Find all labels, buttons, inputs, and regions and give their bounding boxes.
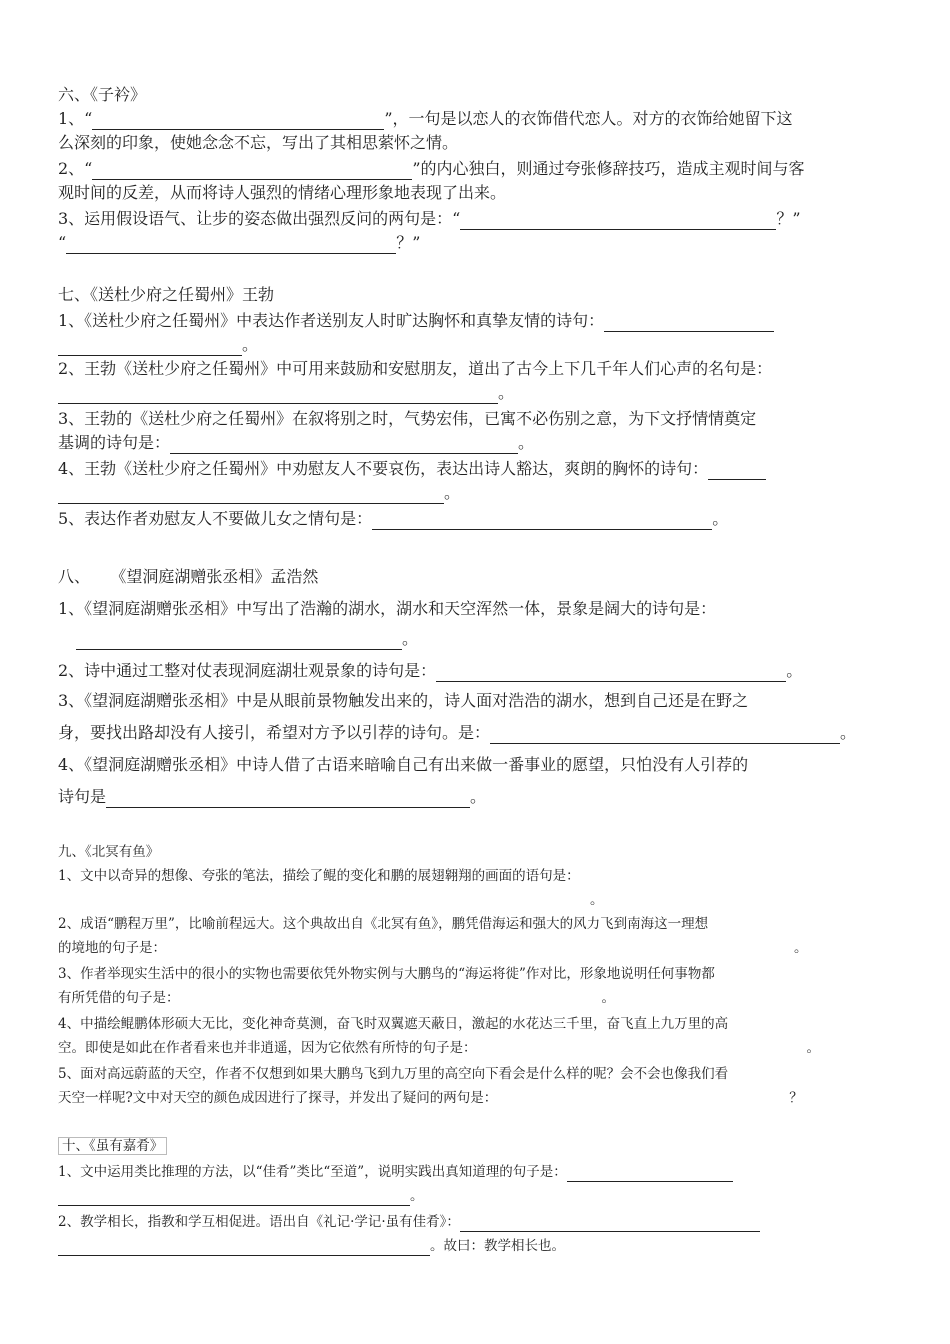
s9-q4-line2	[58, 1038, 820, 1058]
s10-q1-answer-blank-1[interactable]	[567, 1165, 733, 1182]
s7-q1-line2	[58, 334, 258, 356]
s8-q3-answer-blank[interactable]	[490, 725, 840, 744]
s6-q3-prefix-2: “	[58, 233, 67, 252]
s8-q4-line1: 4、《望洞庭湖赠张丞相》中诗人借了古语来暗喻自己有出来做一番事业的愿望，只怕没有人引荐的	[58, 755, 749, 774]
s7-q2-period: 。	[498, 383, 515, 402]
s7-q1-text: 1、《送杜少府之任蜀州》中表达作者送别友人时旷达胸怀和真挚友情的诗句：	[58, 311, 605, 330]
s7-q4-period: 。	[444, 483, 461, 502]
s7-q2-line2	[58, 382, 514, 404]
section-10-title-text: 十、《虽有嘉肴》	[58, 1137, 167, 1155]
s8-q3-period: 。	[840, 723, 857, 742]
s9-q4-line1: 4、中描绘鲲鹏体形硕大无比，变化神奇莫测，奋飞时双翼遮天蔽日，激起的水花达三千里，奋飞直上九万里的高	[58, 1016, 729, 1032]
s7-q5-line	[58, 508, 728, 530]
s9-q3-line1: 3、作者举现实生活中的很小的实物也需要依凭外物实例与大鹏鸟的“海运将徙”作对比，形象地说明任何事物都	[58, 966, 715, 982]
s9-q2-period: 。	[794, 940, 808, 956]
section-10-title	[58, 1136, 167, 1156]
s8-q4-text: 诗句是	[58, 787, 107, 806]
s7-q5-answer-blank[interactable]	[372, 511, 712, 530]
s7-q4-line2	[58, 482, 460, 504]
s7-q4-line1	[58, 458, 766, 480]
s8-q4-line2	[58, 786, 486, 808]
s8-q1-line1: 1、《望洞庭湖赠张丞相》中写出了浩瀚的湖水，湖水和天空浑然一体，景象是阔大的诗句是：	[58, 599, 717, 618]
s8-q1-line2	[76, 628, 418, 650]
s9-q2-line1: 2、成语“鹏程万里”，比喻前程远大。这个典故出自《北冥有鱼》，鹏凭借海运和强大的风力飞到南海这一理想	[58, 916, 709, 932]
s9-q2-text: 的境地的句子是：	[58, 940, 166, 956]
s9-q4-text: 空。即使是如此在作者看来也并非逍遥，因为它依然有所恃的句子是：	[58, 1040, 477, 1056]
s7-q1-period: 。	[242, 335, 259, 354]
s8-q2-answer-blank[interactable]	[436, 663, 786, 682]
s8-q3-line2	[58, 722, 856, 744]
s7-q3-answer-blank[interactable]	[170, 435, 518, 454]
s6-q1-prefix: 1、“	[58, 109, 93, 128]
section-7-title: 七、《送杜少府之任蜀州》王勃	[58, 285, 275, 304]
s6-q2-answer-blank[interactable]	[92, 161, 412, 180]
s9-q2-line2	[58, 938, 808, 958]
s8-q1-answer-blank[interactable]	[76, 631, 402, 650]
s10-q1-line2	[58, 1186, 424, 1206]
s9-q5-line1: 5、面对高远蔚蓝的天空，作者不仅想到如果大鹏鸟飞到九万里的高空向下看会是什么样的呢？会不会也像我们看	[58, 1066, 729, 1082]
s6-q2-line1	[58, 158, 805, 180]
s10-q1-line1	[58, 1162, 733, 1182]
s7-q1-answer-blank-2[interactable]	[58, 337, 242, 356]
s10-q1-text: 1、文中运用类比推理的方法，以“佳肴”类比“至道”，说明实践出真知道理的句子是：	[58, 1164, 567, 1180]
s7-q2-answer-blank[interactable]	[58, 385, 498, 404]
s9-q3-period: 。	[601, 990, 615, 1006]
s9-q5-question-mark: ？	[789, 1090, 803, 1106]
s6-q3-answer-blank-1[interactable]	[460, 211, 776, 230]
s9-q5-text: 天空一样呢?文中对天空的颜色成因进行了探寻，并发出了疑问的两句是：	[58, 1090, 498, 1106]
s7-q1-answer-blank-1[interactable]	[604, 313, 774, 332]
s8-q2-period: 。	[786, 661, 803, 680]
s6-q1-line1	[58, 108, 793, 130]
s10-q1-answer-blank-2[interactable]	[58, 1189, 410, 1206]
s7-q5-text: 5、表达作者劝慰友人不要做儿女之情句是：	[58, 509, 373, 528]
s7-q4-answer-blank-2[interactable]	[58, 485, 444, 504]
section-6-title: 六、《子衿》	[58, 85, 147, 104]
s7-q3-text: 基调的诗句是：	[58, 433, 171, 452]
s6-q3-line1	[58, 208, 801, 230]
s6-q2-prefix: 2、“	[58, 159, 93, 178]
section-9-title: 九、《北冥有鱼》	[58, 844, 160, 860]
s6-q3-suffix-1: ？”	[776, 209, 801, 228]
s8-q2-line	[58, 660, 802, 682]
s7-q5-period: 。	[712, 509, 729, 528]
s7-q4-answer-blank-1[interactable]	[708, 461, 766, 480]
s7-q1-line1	[58, 310, 774, 332]
s6-q3-answer-blank-2[interactable]	[66, 235, 396, 254]
s7-q4-text: 4、王勃《送杜少府之任蜀州》中劝慰友人不要哀伤，表达出诗人豁达，爽朗的胸怀的诗句：	[58, 459, 709, 478]
s9-q5-line2	[58, 1088, 803, 1108]
s7-q3-period: 。	[518, 433, 535, 452]
s10-q1-period: 。	[410, 1188, 424, 1204]
s6-q3-line2	[58, 232, 420, 254]
s8-q3-text: 身，要找出路却没有人接引，希望对方予以引荐的诗句。是：	[58, 723, 491, 742]
s6-q1-line2: 么深刻的印象，使她念念不忘，写出了其相思萦怀之情。	[58, 133, 459, 152]
s6-q3-suffix-2: ？”	[396, 233, 421, 252]
s10-q2-text: 2、教学相长，指教和学互相促进。语出自《礼记·学记·虽有佳肴》：	[58, 1214, 460, 1230]
s8-q2-text: 2、诗中通过工整对仗表现洞庭湖壮观景象的诗句是：	[58, 661, 437, 680]
s7-q2-line1: 2、王勃《送杜少府之任蜀州》中可用来鼓励和安慰朋友，道出了古今上下几千年人们心声的名句是：	[58, 359, 773, 378]
s10-q2-line2	[58, 1236, 565, 1256]
s9-q3-text: 有所凭借的句子是：	[58, 990, 180, 1006]
s10-q2-suffix: 。故曰：教学相长也。	[430, 1238, 565, 1254]
s9-q4-period: 。	[806, 1040, 820, 1056]
s10-q2-answer-blank-2[interactable]	[58, 1239, 430, 1256]
s10-q2-line1	[58, 1212, 760, 1232]
s6-q1-text: ”，一句是以恋人的衣饰借代恋人。对方的衣饰给她留下这	[384, 109, 793, 128]
s8-q4-period: 。	[470, 787, 487, 806]
s8-q4-answer-blank[interactable]	[106, 789, 470, 808]
s8-q3-line1: 3、《望洞庭湖赠张丞相》中是从眼前景物触发出来的，诗人面对浩浩的湖水，想到自己还是在野之	[58, 691, 749, 710]
s9-q1-line1: 1、文中以奇异的想像、夸张的笔法，描绘了鲲的变化和鹏的展翅翱翔的画面的语句是：	[58, 868, 580, 884]
s8-q1-period: 。	[402, 629, 419, 648]
section-8-title: 八、 《望洞庭湖赠张丞相》孟浩然	[58, 567, 319, 586]
s6-q2-text: ”的内心独白，则通过夸张修辞技巧，造成主观时间与客	[412, 159, 805, 178]
s6-q3-text: 3、运用假设语气、让步的姿态做出强烈反问的两句是：“	[58, 209, 461, 228]
s9-q3-line2	[58, 988, 615, 1008]
s6-q1-answer-blank[interactable]	[92, 111, 384, 130]
s6-q2-line2: 观时间的反差，从而将诗人强烈的情绪心理形象地表现了出来。	[58, 183, 507, 202]
s10-q2-answer-blank-1[interactable]	[460, 1215, 760, 1232]
s7-q3-line2	[58, 432, 534, 454]
s9-q1-period: 。	[590, 892, 604, 908]
s7-q3-line1: 3、王勃的《送杜少府之任蜀州》在叙将别之时，气势宏伟，已寓不必伤别之意，为下文抒情情奠定	[58, 409, 757, 428]
